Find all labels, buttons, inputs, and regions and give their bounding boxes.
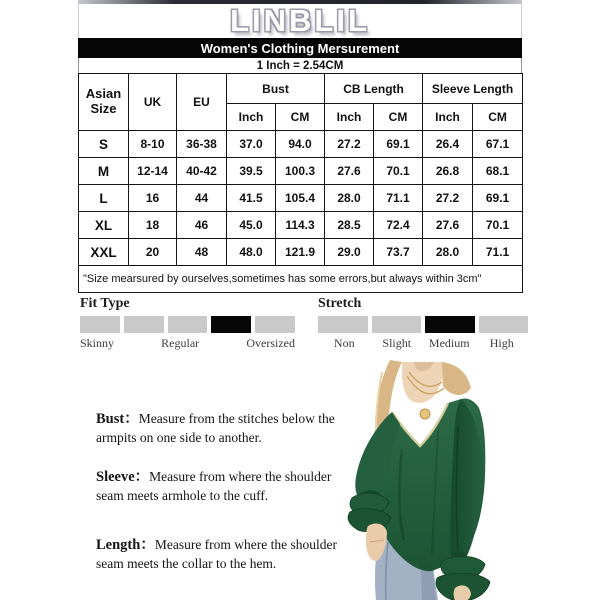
table-cell: 28.0 [423, 239, 473, 266]
table-cell: 48.0 [227, 239, 276, 266]
size-disclaimer-note: "Size mearsured by ourselves,sometimes has some errors,but always within 3cm" [79, 266, 523, 293]
stretch-segment-0 [318, 316, 368, 333]
header-eu: EU [177, 74, 227, 131]
stretch-label-high: High [489, 336, 514, 350]
table-cell: 29.0 [325, 239, 374, 266]
product-photo-green-blouse-model [330, 360, 600, 600]
instruction-length [96, 536, 350, 573]
header-sleeve-cm: CM [473, 104, 523, 131]
fit-type-scale [80, 296, 295, 351]
table-cell: 100.3 [276, 158, 325, 185]
table-cell: XXL [79, 239, 129, 266]
header-sleeve-length: Sleeve Length [423, 74, 523, 104]
table-cell: 70.1 [473, 212, 523, 239]
table-row-s [79, 131, 523, 158]
stretch-label-non: Non [333, 336, 355, 350]
instruction-sleeve [96, 468, 350, 505]
table-cell: 67.1 [473, 131, 523, 158]
fit_type-segment-1 [124, 316, 164, 333]
table-cell: 27.2 [325, 131, 374, 158]
stretch-label-medium: Medium [428, 336, 470, 350]
table-row-l [79, 185, 523, 212]
table-cell: 36-38 [177, 131, 227, 158]
table-cell: 20 [129, 239, 177, 266]
table-cell: 70.1 [374, 158, 423, 185]
table-cell: 48 [177, 239, 227, 266]
measurement-document [78, 0, 522, 293]
table-cell: 37.0 [227, 131, 276, 158]
table-cell: 105.4 [276, 185, 325, 212]
header-asian-size: Asian Size [79, 74, 129, 131]
table-cell: 27.6 [423, 212, 473, 239]
table-cell: 39.5 [227, 158, 276, 185]
table-cell: S [79, 131, 129, 158]
table-cell: 71.1 [473, 239, 523, 266]
table-cell: 27.6 [325, 158, 374, 185]
header-bust: Bust [227, 74, 325, 104]
instruction-bust-label: Bust： [96, 411, 139, 427]
header-cb-length: CB Length [325, 74, 423, 104]
fit-label-oversized: Oversized [246, 336, 295, 350]
fit-type-title: Fit Type [80, 296, 130, 311]
table-cell: 94.0 [276, 131, 325, 158]
fit-type-segments [80, 316, 295, 333]
table-cell: 18 [129, 212, 177, 239]
fit-label-regular: Regular [161, 336, 200, 350]
header-uk: UK [129, 74, 177, 131]
stretch-label-slight: Slight [382, 336, 412, 350]
stretch-scale [318, 296, 528, 351]
stretch-labels [318, 336, 528, 351]
table-cell: 28.0 [325, 185, 374, 212]
fit_type-segment-3 [211, 316, 251, 333]
table-cell: 26.8 [423, 158, 473, 185]
table-row-xxl [79, 239, 523, 266]
table-cell: 16 [129, 185, 177, 212]
instruction-bust [96, 410, 350, 447]
fit-type-labels [80, 336, 295, 351]
table-cell: 44 [177, 185, 227, 212]
instruction-length-label: Length： [96, 537, 155, 553]
brand-logo: LINBLIL [230, 3, 370, 38]
fit-label-skinny: Skinny [80, 336, 115, 350]
table-cell: 69.1 [374, 131, 423, 158]
table-note-row [79, 266, 523, 293]
header-sleeve-inch: Inch [423, 104, 473, 131]
instruction-bust-text: Measure from the stitches below the armpits on one side to another. [96, 411, 335, 446]
unit-conversion-note: 1 Inch = 2.54CM [78, 58, 522, 73]
stretch-segment-2 [425, 316, 475, 333]
banner-title: Women's Clothing Mersurement [78, 38, 522, 58]
table-cell: 69.1 [473, 185, 523, 212]
table-cell: XL [79, 212, 129, 239]
fit_type-segment-2 [168, 316, 208, 333]
table-cell: 72.4 [374, 212, 423, 239]
stretch-segment-3 [479, 316, 529, 333]
table-row-m [79, 158, 523, 185]
header-bust-inch: Inch [227, 104, 276, 131]
instruction-length-text: Measure from where the shoulder seam meets the collar to the hem. [96, 537, 338, 572]
brand-logo-row [78, 4, 522, 38]
table-cell: M [79, 158, 129, 185]
stretch-title: Stretch [318, 296, 362, 311]
fit_type-segment-0 [80, 316, 120, 333]
table-cell: 68.1 [473, 158, 523, 185]
table-cell: 41.5 [227, 185, 276, 212]
table-cell: 27.2 [423, 185, 473, 212]
table-cell: L [79, 185, 129, 212]
header-bust-cm: CM [276, 104, 325, 131]
table-header-group-row [79, 74, 523, 104]
header-cb-cm: CM [374, 104, 423, 131]
fit_type-segment-4 [255, 316, 295, 333]
header-cb-inch: Inch [325, 104, 374, 131]
table-cell: 26.4 [423, 131, 473, 158]
table-row-xl [79, 212, 523, 239]
table-cell: 121.9 [276, 239, 325, 266]
table-cell: 12-14 [129, 158, 177, 185]
table-cell: 45.0 [227, 212, 276, 239]
size-table [78, 73, 523, 293]
table-cell: 8-10 [129, 131, 177, 158]
table-cell: 73.7 [374, 239, 423, 266]
table-cell: 40-42 [177, 158, 227, 185]
stretch-segment-1 [372, 316, 422, 333]
instruction-sleeve-text: Measure from where the shoulder seam meets armhole to the cuff. [96, 469, 332, 504]
table-cell: 28.5 [325, 212, 374, 239]
table-cell: 71.1 [374, 185, 423, 212]
table-cell: 114.3 [276, 212, 325, 239]
stretch-segments [318, 316, 528, 333]
table-cell: 46 [177, 212, 227, 239]
instruction-sleeve-label: Sleeve： [96, 469, 150, 485]
